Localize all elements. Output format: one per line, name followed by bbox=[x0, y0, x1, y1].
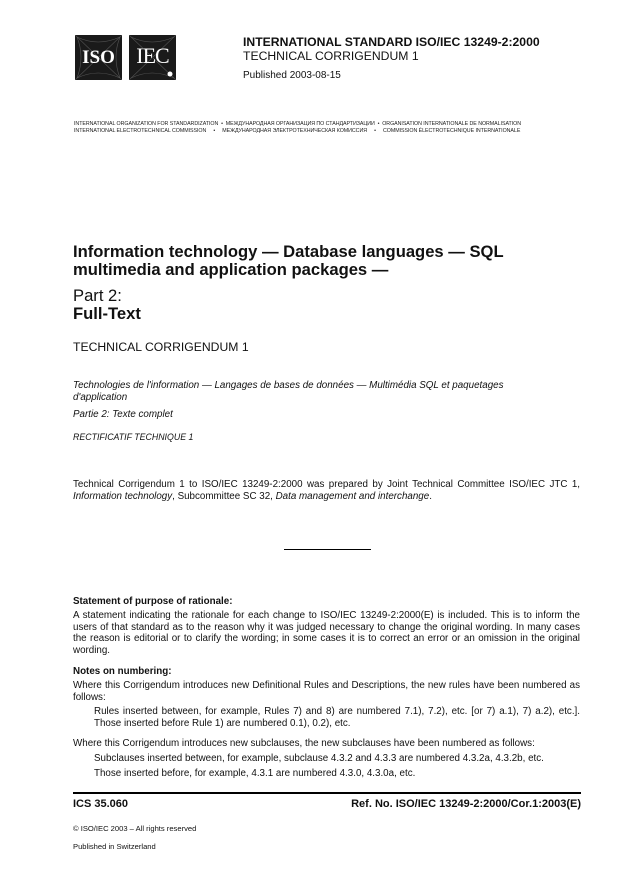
numbering-heading: Notes on numbering: bbox=[73, 666, 172, 677]
published-in: Published in Switzerland bbox=[73, 842, 156, 851]
part-name: Full-Text bbox=[73, 304, 141, 323]
part-number: Part 2: bbox=[73, 286, 122, 305]
subclauses-example-1: Subclauses inserted between, for example, subclause 4.3.2 and 4.3.3 are numbered 4.3.2a, 4.3.2b, etc. bbox=[94, 753, 544, 764]
copyright-notice: © ISO/IEC 2003 – All rights reserved bbox=[73, 824, 197, 833]
rules-intro: Where this Corrigendum introduces new Definitional Rules and Descriptions, the new rules have been numbered as follows: bbox=[73, 680, 580, 703]
iec-logo bbox=[129, 35, 176, 80]
footer-rule bbox=[73, 792, 581, 794]
iso-logo-text: ISO bbox=[82, 47, 115, 68]
corrigendum-label: TECHNICAL CORRIGENDUM 1 bbox=[73, 340, 249, 354]
preparation-paragraph bbox=[73, 479, 580, 502]
standard-subtitle: TECHNICAL CORRIGENDUM 1 bbox=[243, 49, 419, 63]
reference-number: Ref. No. ISO/IEC 13249-2:2000/Cor.1:2003(E) bbox=[351, 798, 581, 810]
document-title: Information technology — Database languages — SQL multimedia and application packages — bbox=[73, 242, 504, 279]
french-title: Technologies de l'information — Langages de bases de données — Multimédia SQL et paquetages d'application bbox=[73, 380, 504, 403]
rationale-heading: Statement of purpose of rationale: bbox=[73, 596, 233, 607]
organizations-line-1: INTERNATIONAL ORGANIZATION FOR STANDARDIZATION • МЕЖДУНАРОДНАЯ ОРГАНИЗАЦИЯ ПО СТАНДАРТИЗАЦИИ • ORGANISATION INTERNATIONALE DE NORMALISATION bbox=[74, 121, 522, 127]
section-divider bbox=[284, 549, 371, 550]
french-corrigendum: RECTIFICATIF TECHNIQUE 1 bbox=[73, 432, 194, 442]
preparation-text-1: Technical Corrigendum 1 to ISO/IEC 13249-2:2000 was prepared by Joint Technical Committee ISO/IEC JTC 1, bbox=[73, 479, 580, 490]
subclauses-example-2: Those inserted before, for example, 4.3.1 are numbered 4.3.0, 4.3.0a, etc. bbox=[94, 768, 416, 779]
preparation-text-2: , Subcommittee SC 32, bbox=[172, 490, 276, 502]
french-part: Partie 2: Texte complet bbox=[73, 409, 173, 420]
preparation-italic-1: Information technology bbox=[73, 490, 173, 502]
rationale-text: A statement indicating the rationale for each change to ISO/IEC 13249-2:2000(E) is included. This is to inform the users of that standard as to the reason why it was judged necessary to change the original wording. In many cases the reason is editorial or to clarify the wording; in some cases it is to correct an error or an omission in the original wording. bbox=[73, 610, 580, 656]
preparation-italic-2: Data management and interchange bbox=[275, 490, 430, 502]
ics-code: ICS 35.060 bbox=[73, 798, 129, 810]
standard-title: INTERNATIONAL STANDARD ISO/IEC 13249-2:2000 bbox=[243, 35, 540, 49]
subclauses-intro: Where this Corrigendum introduces new subclauses, the new subclauses have been numbered as follows: bbox=[73, 738, 535, 749]
iec-logo-text: IEC bbox=[136, 43, 169, 68]
preparation-text-3: . bbox=[429, 490, 432, 502]
organizations-block bbox=[74, 121, 521, 135]
published-date: Published 2003-08-15 bbox=[243, 70, 341, 81]
iso-logo bbox=[75, 35, 122, 80]
organizations-line-2: INTERNATIONAL ELECTROTECHNICAL COMMISSION • МЕЖДУНАРОДНАЯ ЭЛЕКТРОТЕХНИЧЕСКАЯ КОМИССИЯ • COMMISSION ÉLECTROTECHNIQUE INTERNATIONALE bbox=[74, 128, 521, 134]
rules-example: Rules inserted between, for example, Rules 7) and 8) are numbered 7.1), 7.2), etc. [or 7) a.1), 7) a.2), etc.]. Those inserted before Rule 1) are numbered 0.1), 0.2), etc. bbox=[94, 706, 580, 729]
